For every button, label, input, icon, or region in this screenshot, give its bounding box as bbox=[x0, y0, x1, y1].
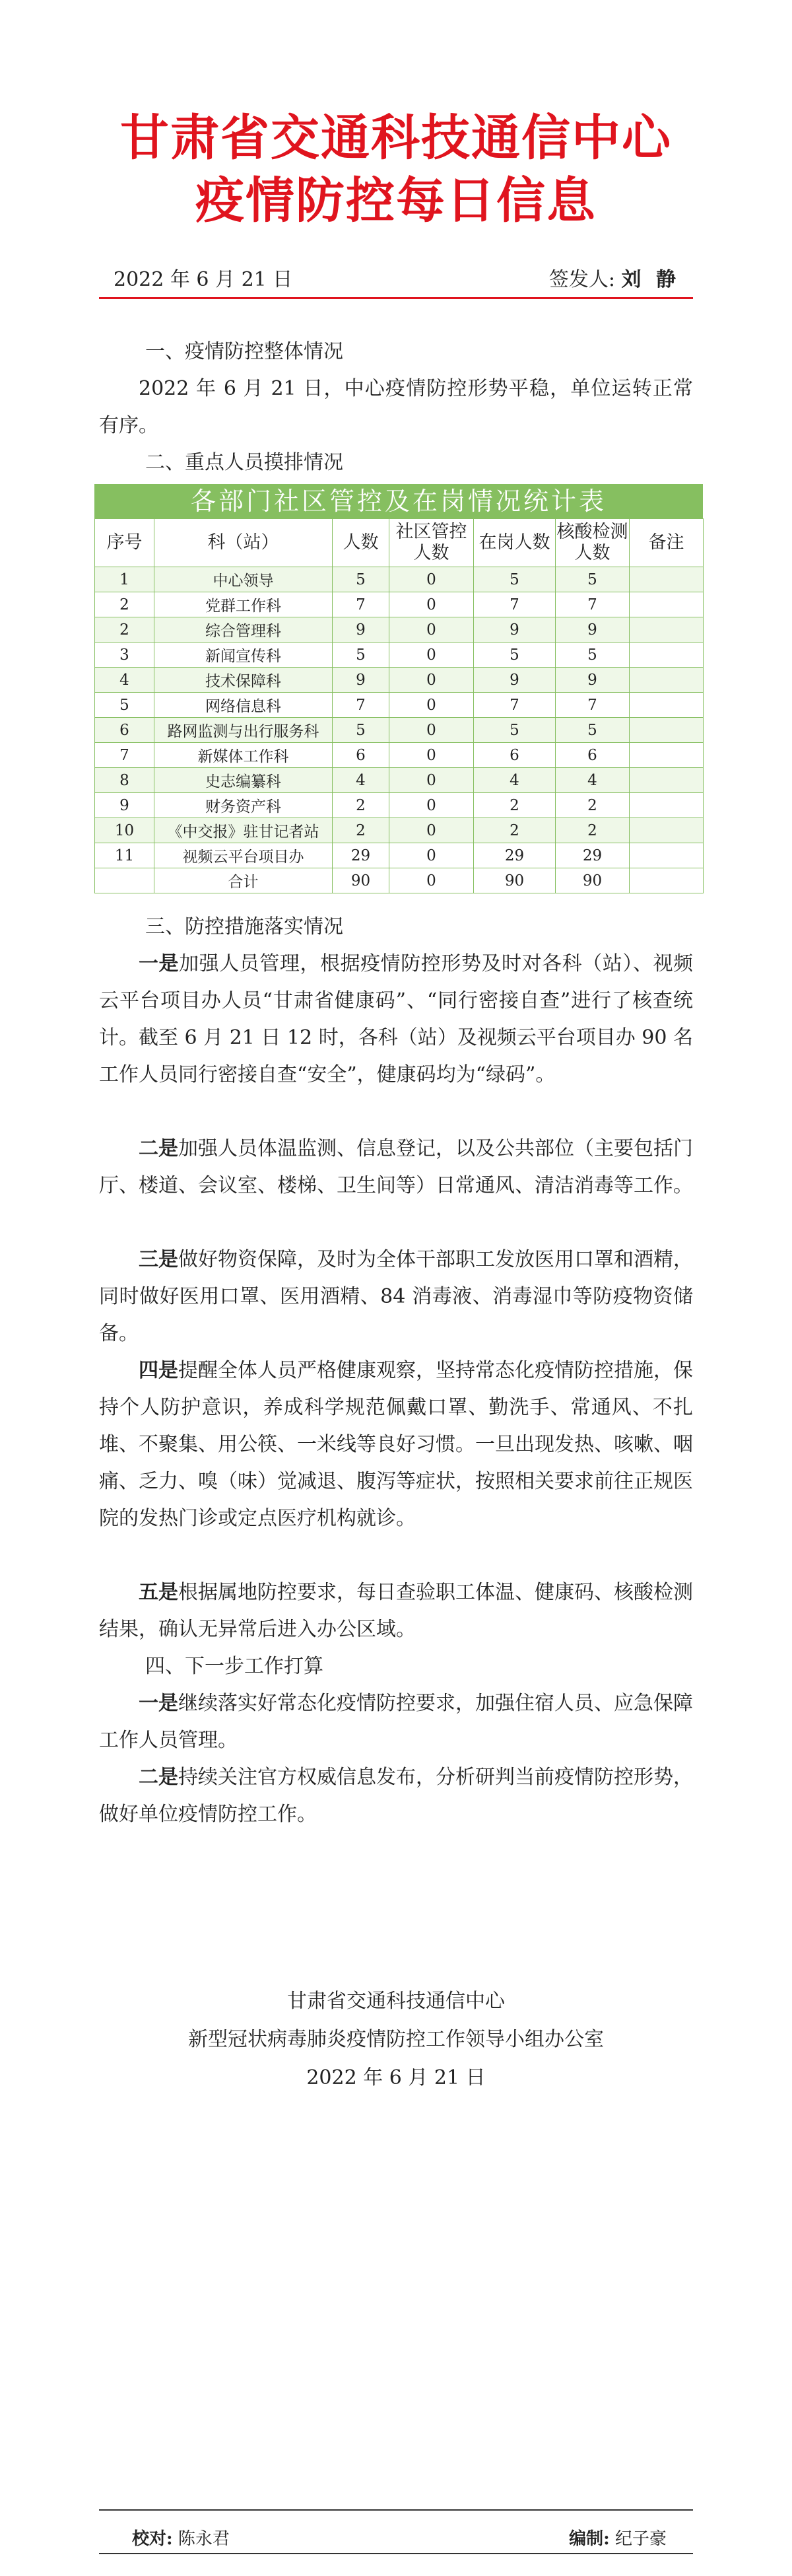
measure-2 bbox=[99, 1131, 693, 1204]
editor-name: 纪子豪 bbox=[614, 2529, 667, 2549]
signature-org: 甘肃省交通科技通信中心 bbox=[287, 1990, 505, 2013]
issue-date: 2022 年 6 月 21 日 bbox=[114, 268, 293, 291]
table-cell bbox=[630, 793, 704, 818]
table-cell: 9 bbox=[556, 617, 630, 643]
table-cell: 7 bbox=[333, 693, 389, 718]
table-cell: 4 bbox=[474, 768, 556, 793]
table-cell: 0 bbox=[389, 843, 474, 868]
table-cell: 9 bbox=[333, 617, 389, 643]
table-cell: 0 bbox=[389, 818, 474, 843]
table-cell: 4 bbox=[333, 768, 389, 793]
table-cell: 9 bbox=[474, 668, 556, 693]
table-header-row bbox=[95, 519, 704, 567]
measure-5 bbox=[99, 1574, 693, 1648]
measure-text: 加强人员体温监测、信息登记，以及公共部位（主要包括门厅、楼道、会议室、楼梯、卫生间等）日常通风、清洁消毒等工作。 bbox=[99, 1137, 693, 1197]
table-total-row bbox=[95, 868, 704, 893]
table-cell: 90 bbox=[474, 868, 556, 893]
column-header: 科（站） bbox=[154, 519, 333, 567]
table-row bbox=[95, 592, 704, 617]
table-cell: 史志编纂科 bbox=[154, 768, 333, 793]
document-title-line1: 甘肃省交通科技通信中心 bbox=[120, 110, 672, 166]
editor bbox=[569, 2525, 667, 2550]
table-cell: 9 bbox=[333, 668, 389, 693]
table-cell bbox=[630, 843, 704, 868]
table-cell: 2 bbox=[474, 818, 556, 843]
table-cell: 党群工作科 bbox=[154, 592, 333, 617]
proofreader bbox=[132, 2525, 230, 2550]
staff-stats-table bbox=[94, 484, 703, 893]
table-row bbox=[95, 718, 704, 743]
table-row bbox=[95, 743, 704, 768]
table-cell: 7 bbox=[556, 592, 630, 617]
document-title-line2: 疫情防控每日信息 bbox=[195, 172, 597, 229]
table-cell: 0 bbox=[389, 718, 474, 743]
table-cell: 6 bbox=[474, 743, 556, 768]
table-cell: 0 bbox=[389, 617, 474, 643]
table-cell: 5 bbox=[474, 567, 556, 592]
table-cell bbox=[630, 617, 704, 643]
table-cell: 1 bbox=[95, 567, 154, 592]
table-cell: 5 bbox=[556, 567, 630, 592]
measure-text: 加强人员管理，根据疫情防控形势及时对各科（站）、视频云平台项目办人员“甘肃省健康码”、“同行密接自查”进行了核查统计。截至 6 月 21 日 12 时，各科（站）及视频云平台项目办 90 名工作人员同行密接自查“安全”，健康码均为“绿码”。 bbox=[99, 952, 694, 1086]
stats-table bbox=[94, 518, 704, 893]
table-cell: 10 bbox=[95, 818, 154, 843]
table-cell: 0 bbox=[389, 668, 474, 693]
table-cell: 0 bbox=[389, 743, 474, 768]
table-cell: 6 bbox=[333, 743, 389, 768]
table-cell: 3 bbox=[95, 643, 154, 668]
section-3-heading: 三、防控措施落实情况 bbox=[145, 915, 343, 938]
measure-4 bbox=[99, 1352, 693, 1537]
measure-lead: 三是 bbox=[139, 1248, 178, 1271]
table-cell: 合计 bbox=[154, 868, 333, 893]
table-cell: 新媒体工作科 bbox=[154, 743, 333, 768]
table-cell: 7 bbox=[474, 693, 556, 718]
table-row bbox=[95, 768, 704, 793]
table-row bbox=[95, 617, 704, 643]
table-cell: 技术保障科 bbox=[154, 668, 333, 693]
plan-text: 持续关注官方权威信息发布，分析研判当前疫情防控形势，做好单位疫情防控工作。 bbox=[99, 1766, 693, 1826]
table-cell: 7 bbox=[474, 592, 556, 617]
table-cell: 7 bbox=[556, 693, 630, 718]
table-cell: 5 bbox=[333, 643, 389, 668]
table-cell: 财务资产科 bbox=[154, 793, 333, 818]
signature-date: 2022 年 6 月 21 日 bbox=[306, 2066, 486, 2089]
table-cell: 29 bbox=[333, 843, 389, 868]
measure-1 bbox=[99, 946, 693, 1094]
footer-bottom-rule bbox=[99, 2553, 693, 2554]
table-cell: 0 bbox=[389, 643, 474, 668]
table-cell: 2 bbox=[95, 592, 154, 617]
table-cell: 网络信息科 bbox=[154, 693, 333, 718]
table-row bbox=[95, 843, 704, 868]
measure-text: 提醒全体人员严格健康观察，坚持常态化疫情防控措施，保持个人防护意识，养成科学规范佩戴口罩、勤洗手、常通风、不扎堆、不聚集、用公筷、一米线等良好习惯。一旦出现发热、咳嗽、咽痛、乏力、嗅（味）觉减退、腹泻等症状，按照相关要求前往正规医院的发热门诊或定点医疗机构就诊。 bbox=[99, 1359, 693, 1530]
table-caption: 各部门社区管控及在岗情况统计表 bbox=[94, 484, 703, 518]
plan-text: 继续落实好常态化疫情防控要求，加强住宿人员、应急保障工作人员管理。 bbox=[99, 1692, 693, 1752]
table-cell: 90 bbox=[333, 868, 389, 893]
table-row bbox=[95, 668, 704, 693]
section-2-heading: 二、重点人员摸排情况 bbox=[145, 451, 343, 474]
table-cell: 5 bbox=[333, 718, 389, 743]
column-header: 核酸检测人数 bbox=[556, 519, 630, 567]
table-cell: 5 bbox=[333, 567, 389, 592]
column-header: 备注 bbox=[630, 519, 704, 567]
table-cell: 29 bbox=[474, 843, 556, 868]
table-cell: 0 bbox=[389, 592, 474, 617]
table-cell: 0 bbox=[389, 693, 474, 718]
signature-office: 新型冠状病毒肺炎疫情防控工作领导小组办公室 bbox=[188, 2028, 604, 2051]
table-cell: 4 bbox=[556, 768, 630, 793]
table-cell: 7 bbox=[95, 743, 154, 768]
table-cell: 2 bbox=[333, 793, 389, 818]
table-row bbox=[95, 567, 704, 592]
plan-lead: 一是 bbox=[139, 1692, 178, 1715]
table-cell: 《中交报》驻甘记者站 bbox=[154, 818, 333, 843]
signer-name: 刘 静 bbox=[621, 268, 680, 291]
table-cell: 0 bbox=[389, 768, 474, 793]
column-header: 社区管控人数 bbox=[389, 519, 474, 567]
measure-lead: 五是 bbox=[139, 1581, 178, 1604]
table-cell bbox=[95, 868, 154, 893]
table-cell: 2 bbox=[333, 818, 389, 843]
table-cell: 4 bbox=[95, 668, 154, 693]
table-cell: 5 bbox=[95, 693, 154, 718]
signer-label: 签发人: bbox=[548, 268, 615, 291]
table-cell: 2 bbox=[556, 818, 630, 843]
table-cell: 7 bbox=[333, 592, 389, 617]
table-cell: 新闻宣传科 bbox=[154, 643, 333, 668]
table-cell: 0 bbox=[389, 793, 474, 818]
table-row bbox=[95, 793, 704, 818]
section-4-heading: 四、下一步工作打算 bbox=[145, 1655, 323, 1678]
measure-lead: 二是 bbox=[139, 1137, 178, 1160]
footer-top-rule bbox=[99, 2509, 693, 2511]
table-cell: 中心领导 bbox=[154, 567, 333, 592]
table-cell: 9 bbox=[95, 793, 154, 818]
plan-1 bbox=[99, 1685, 693, 1759]
table-cell: 11 bbox=[95, 843, 154, 868]
table-cell: 8 bbox=[95, 768, 154, 793]
table-cell: 90 bbox=[556, 868, 630, 893]
table-cell: 29 bbox=[556, 843, 630, 868]
proofreader-name: 陈永君 bbox=[178, 2529, 230, 2549]
table-cell: 2 bbox=[474, 793, 556, 818]
table-cell bbox=[630, 768, 704, 793]
red-divider bbox=[99, 297, 693, 299]
table-cell bbox=[630, 718, 704, 743]
table-cell: 路网监测与出行服务科 bbox=[154, 718, 333, 743]
measure-text: 做好物资保障，及时为全体干部职工发放医用口罩和酒精，同时做好医用口罩、医用酒精、84 消毒液、消毒湿巾等防疫物资储备。 bbox=[99, 1248, 693, 1345]
table-cell: 2 bbox=[556, 793, 630, 818]
proofreader-label: 校对: bbox=[132, 2529, 173, 2549]
table-cell: 6 bbox=[95, 718, 154, 743]
table-cell bbox=[630, 567, 704, 592]
table-cell: 9 bbox=[474, 617, 556, 643]
measure-lead: 四是 bbox=[139, 1359, 178, 1382]
table-cell: 5 bbox=[474, 643, 556, 668]
table-cell bbox=[630, 818, 704, 843]
table-row bbox=[95, 818, 704, 843]
column-header: 序号 bbox=[95, 519, 154, 567]
table-cell: 2 bbox=[95, 617, 154, 643]
table-cell: 9 bbox=[556, 668, 630, 693]
table-cell: 5 bbox=[556, 718, 630, 743]
editor-label: 编制: bbox=[569, 2529, 610, 2549]
table-cell bbox=[630, 668, 704, 693]
table-cell: 0 bbox=[389, 567, 474, 592]
table-cell: 5 bbox=[474, 718, 556, 743]
measure-lead: 一是 bbox=[139, 952, 180, 975]
section-1-heading: 一、疫情防控整体情况 bbox=[145, 340, 343, 363]
table-cell bbox=[630, 643, 704, 668]
table-cell: 6 bbox=[556, 743, 630, 768]
measure-text: 根据属地防控要求，每日查验职工体温、健康码、核酸检测结果，确认无异常后进入办公区域。 bbox=[99, 1581, 693, 1641]
signer bbox=[549, 263, 680, 292]
section-1-para: 2022 年 6 月 21 日，中心疫情防控形势平稳，单位运转正常有序。 bbox=[99, 377, 693, 437]
plan-lead: 二是 bbox=[139, 1766, 178, 1789]
table-cell bbox=[630, 693, 704, 718]
measure-3 bbox=[99, 1241, 693, 1352]
table-cell: 0 bbox=[389, 868, 474, 893]
column-header: 在岗人数 bbox=[474, 519, 556, 567]
table-cell bbox=[630, 743, 704, 768]
column-header: 人数 bbox=[333, 519, 389, 567]
table-cell: 综合管理科 bbox=[154, 617, 333, 643]
table-cell: 视频云平台项目办 bbox=[154, 843, 333, 868]
table-cell: 5 bbox=[556, 643, 630, 668]
table-row bbox=[95, 643, 704, 668]
table-cell bbox=[630, 868, 704, 893]
table-row bbox=[95, 693, 704, 718]
table-cell bbox=[630, 592, 704, 617]
plan-2 bbox=[99, 1759, 693, 1833]
